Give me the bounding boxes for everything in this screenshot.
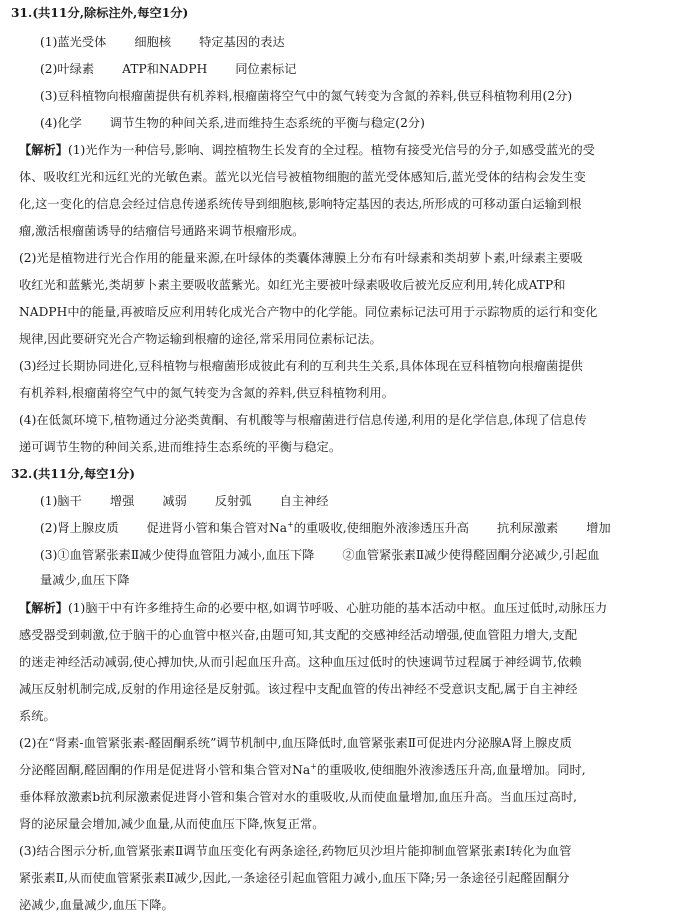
q31-header: 31.(共11分,除标注外,每空1分) (11, 6, 189, 20)
q32-analysis-line: 紧张素Ⅱ,从而使血管紧张素Ⅱ减少,因此,一条途径引起血管阻力减小,血压下降;另一条途径引起醛固酮分 (19, 871, 570, 885)
q32-analysis-line: 减压反射机制完成,反射的作用途径是反射弧。该过程中支配血管的传出神经不受意识支配,属于自主神经 (19, 682, 578, 696)
q32-analysis-line: 肾的泌尿量会增加,减少血量,从而使血压下降,恢复正常。 (19, 817, 325, 831)
q32-analysis-line: 垂体释放激素b抗利尿激素促进肾小管和集合管对水的重吸收,从而使血量增加,血压升高。当血压过高时, (19, 790, 578, 804)
answer-blank: 反射弧 (214, 494, 252, 508)
q32-analysis-line: 分泌醛固酮,醛固酮的作用是促进肾小管和集合管对Na+的重吸收,使细胞外液渗透压升高,血量增加。同时, (19, 761, 586, 777)
q31-answer-1 (40, 34, 285, 50)
answer-blank: 调节生物的种间关系,进而维持生态系统的平衡与稳定(2分) (109, 116, 425, 130)
answer-blank: 细胞核 (134, 35, 172, 49)
answer-blank: 自主神经 (279, 494, 329, 508)
q32-analysis-line: 感受器受到刺激,位于脑干的心血管中枢兴奋,由题可知,其支配的交感神经活动增强,使血管阻力增大,支配 (19, 628, 578, 642)
q32-header: 32.(共11分,每空1分) (11, 467, 136, 481)
q31-answer-3: (3)豆科植物向根瘤菌提供有机养料,根瘤菌将空气中的氮气转变为含氮的养料,供豆科植物利用(2分) (40, 89, 573, 103)
answer-blank: 抗利尿激素 (497, 521, 559, 535)
q32-answer-3: (3)①血管紧张素Ⅱ减少使得血管阻力减小,血压下降 ②血管紧张素Ⅱ减少使得醛固酮分泌减少,引起血 (40, 548, 600, 562)
answer-blank: 增加 (586, 521, 611, 535)
q31-analysis-line: 【解析】(1)光作为一种信号,影响、调控植物生长发育的全过程。植物有接受光信号的分子,如感受蓝光的受 (19, 143, 595, 157)
answer-blank: (2)肾上腺皮质 (40, 521, 119, 535)
q32-analysis-line: (2)在“肾素-血管紧张素-醛固酮系统”调节机制中,血压降低时,血管紧张素Ⅱ可促进内分泌腺A肾上腺皮质 (19, 736, 572, 750)
answer-blank: 特定基因的表达 (199, 35, 285, 49)
q32-analysis-line: 系统。 (19, 709, 56, 723)
q32-answer-2: (2)肾上腺皮质 促进肾小管和集合管对Na+的重吸收,使细胞外液渗透压升高 抗利尿激素 增加 (40, 519, 611, 535)
analysis-tag: 【解析】 (19, 601, 68, 615)
answer-blank: ATP和NADPH (122, 62, 208, 76)
analysis-tag: 【解析】 (19, 143, 68, 157)
q31-analysis-line: 化,这一变化的信息会经过信息传递系统传导到细胞核,影响特定基因的表达,所形成的可移动蛋白运输到根 (19, 197, 582, 211)
q32-analysis-line: 的迷走神经活动减弱,使心搏加快,从而引起血压升高。这种血压过低时的快速调节过程属于神经调节,依赖 (19, 655, 582, 669)
q31-analysis-line: 规律,因此要研究光合产物运输到根瘤的途径,常采用同位素标记法。 (19, 332, 382, 346)
q31-analysis-line: (2)光是植物进行光合作用的能量来源,在叶绿体的类囊体薄膜上分布有叶绿素和类胡萝卜素,叶绿素主要吸 (19, 251, 583, 265)
q31-analysis-line: 收红光和蓝紫光,类胡萝卜素主要吸收蓝紫光。如红光主要被叶绿素吸收后被光反应利用,转化成ATP和 (19, 278, 566, 292)
q32-analysis-line: (3)结合图示分析,血管紧张素Ⅱ调节血压变化有两条途径,药物厄贝沙坦片能抑制血管紧张素Ⅰ转化为血管 (19, 844, 572, 858)
answer-blank: 增强 (109, 494, 135, 508)
answer-blank: 同位素标记 (235, 62, 297, 76)
q31-analysis-line: 瘤,激活根瘤菌诱导的结瘤信号通路来调节根瘤形成。 (19, 224, 305, 238)
q31-analysis-line: 递可调节生物的种间关系,进而维持生态系统的平衡与稳定。 (19, 440, 342, 454)
q31-answer-4 (40, 115, 425, 131)
q31-analysis-line: 体、吸收红光和远红光的光敏色素。蓝光以光信号被植物细胞的蓝光受体感知后,蓝光受体的结构会发生变 (19, 170, 586, 184)
q31-analysis-line: NADPH中的能量,再被暗反应利用转化成光合产物中的化学能。同位素标记法可用于示踪物质的运行和变化 (19, 305, 598, 319)
q32-answer-1 (40, 493, 329, 509)
answer-blank: 减弱 (162, 494, 187, 508)
answer-blank: (2)叶绿素 (40, 62, 95, 76)
q31-answer-2 (40, 61, 297, 77)
q32-answer-3-cont: 量减少,血压下降 (40, 573, 130, 587)
q31-analysis-line: (3)经过长期协同进化,豆科植物与根瘤菌形成彼此有利的互利共生关系,具体体现在豆科植物向根瘤菌提供 (19, 359, 583, 373)
answer-blank: (1)蓝光受体 (40, 35, 107, 49)
q32-analysis-line: 泌减少,血量减少,血压下降。 (19, 898, 174, 912)
q31-analysis-line: 有机养料,根瘤菌将空气中的氮气转变为含氮的养料,供豆科植物利用。 (19, 386, 394, 400)
q32-analysis-line: 【解析】(1)脑干中有许多维持生命的必要中枢,如调节呼吸、心脏功能的基本活动中枢。血压过低时,动脉压力 (19, 601, 608, 615)
answer-blank: (4)化学 (40, 116, 82, 130)
answer-blank: (1)脑干 (40, 494, 82, 508)
q31-analysis-line: (4)在低氮环境下,植物通过分泌类黄酮、有机酸等与根瘤菌进行信息传递,利用的是化学信息,体现了信息传 (19, 413, 587, 427)
